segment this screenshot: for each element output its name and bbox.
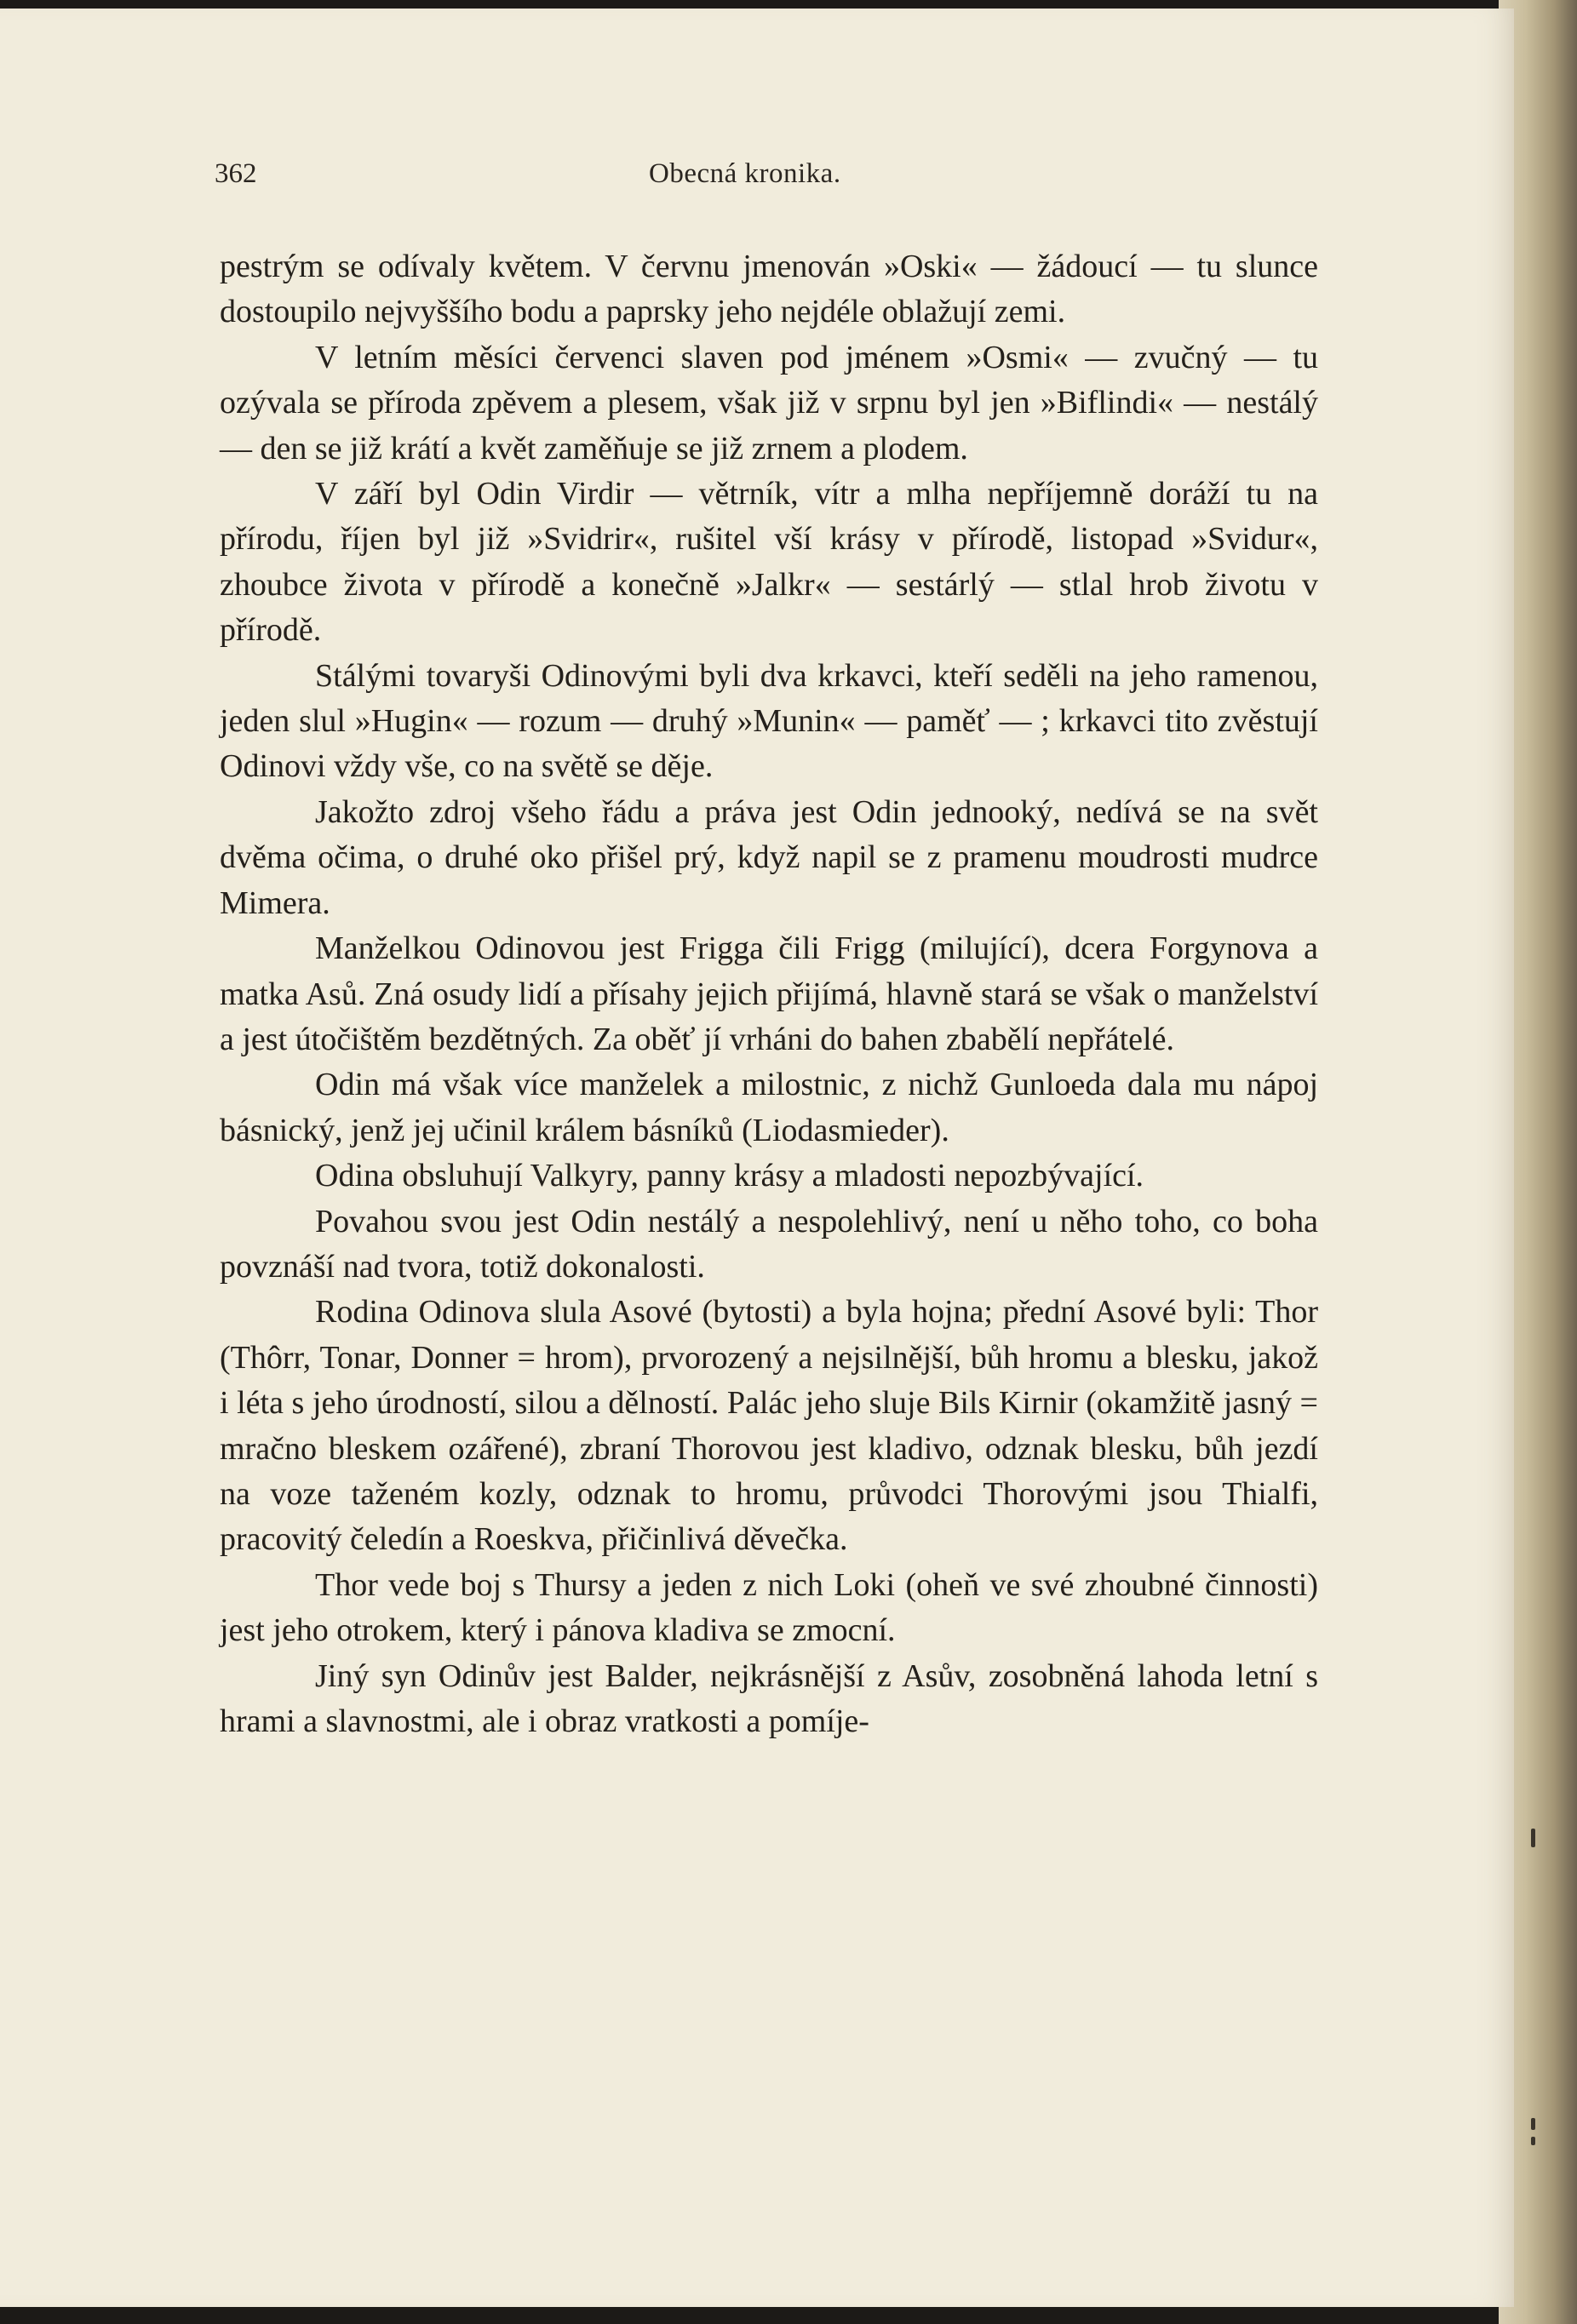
page-number: 362 — [215, 158, 257, 189]
edge-mark — [1531, 2137, 1535, 2145]
paragraph: Rodina Odinova slula Asové (bytosti) a byla hojna; přední Asové byli: Thor (Thôrr, Tonar, Donner = hrom), prvorozený a nejsilnější, bůh hromu a blesku, jakož i léta s jeho úrodností, silou a dělností. Palác jeho sluje Bils Kirnir (okamžitě jasný = mračno bleskem ozářené), zbraní Thorovou jest kladivo, odznak blesku, bůh jezdí na voze taženém kozly, odznak to hromu, průvodci Thorovými jsou Thialfi, pracovitý čeledín a Roeskva, přičinlivá děvečka. — [220, 1294, 1318, 1558]
page-header — [215, 158, 1322, 192]
paragraph: pestrým se odívaly květem. V červnu jmenován »Oski« — žádoucí — tu slunce dostoupilo nejvyššího bodu a paprsky jeho nejdéle oblažují zemi. — [220, 249, 1318, 330]
paragraph: Odina obsluhují Valkyry, panny krásy a mladosti nepozbývající. — [315, 1158, 1144, 1194]
paragraph: Manželkou Odinovou jest Frigga čili Frigg (milující), dcera Forgynova a matka Asů. Zná osudy lidí a přísahy jejich přijímá, hlavně stará se však o manželství a jest útočištěm bezdětných. Za oběť jí vrháni do bahen zbabělí nepřátelé. — [220, 930, 1318, 1057]
running-title: Obecná kronika. — [649, 158, 841, 189]
paragraph: V letním měsíci červenci slaven pod jménem »Osmi« — zvučný — tu ozývala se příroda zpěvem a plesem, však již v srpnu byl jen »Biflindi« — nestálý — den se již krátí a květ zaměňuje se již zrnem a plodem. — [220, 339, 1318, 467]
paragraph: Povahou svou jest Odin nestálý a nespolehlivý, není u něho toho, co boha povznáší nad tvora, totiž dokonalosti. — [220, 1203, 1318, 1285]
body-text — [220, 244, 1318, 1744]
paragraph: V září byl Odin Virdir — větrník, vítr a mlha nepříjemně doráží tu na přírodu, říjen byl již »Svidrir«, rušitel vší krásy v přírodě, listopad »Svidur«, zhoubce života v přírodě a konečně »Jalkr« — sestárlý — stlal hrob životu v přírodě. — [220, 476, 1318, 649]
paragraph: Odin má však více manželek a milostnic, z nichž Gunloeda dala mu nápoj básnický, jenž jej učinil králem básníků (Liodasmieder). — [220, 1067, 1318, 1148]
edge-mark — [1531, 2118, 1535, 2130]
book-page — [0, 9, 1514, 2307]
paragraph: Jakožto zdroj všeho řádu a práva jest Odin jednooký, nedívá se na svět dvěma očima, o druhé oko přišel prý, když napil se z pramenu moudrosti mudrce Mimera. — [220, 793, 1318, 921]
paragraph: Thor vede boj s Thursy a jeden z nich Loki (oheň ve své zhoubné činnosti) jest jeho otrokem, který i pánova kladiva se zmocní. — [220, 1566, 1318, 1649]
paragraph: Stálými tovaryši Odinovými byli dva krkavci, kteří seděli na jeho ramenou, jeden slul »Hugin« — rozum — druhý »Munin« — paměť — ; krkavci tito zvěstují Odinovi vždy vše, co na světě se děje. — [220, 657, 1318, 785]
paragraph: Jiný syn Odinův jest Balder, nejkrásnější z Asův, zosobněná lahoda letní s hrami a slavnostmi, ale i obraz vratkosti a pomíje- — [220, 1657, 1318, 1739]
edge-mark — [1531, 1829, 1535, 1847]
